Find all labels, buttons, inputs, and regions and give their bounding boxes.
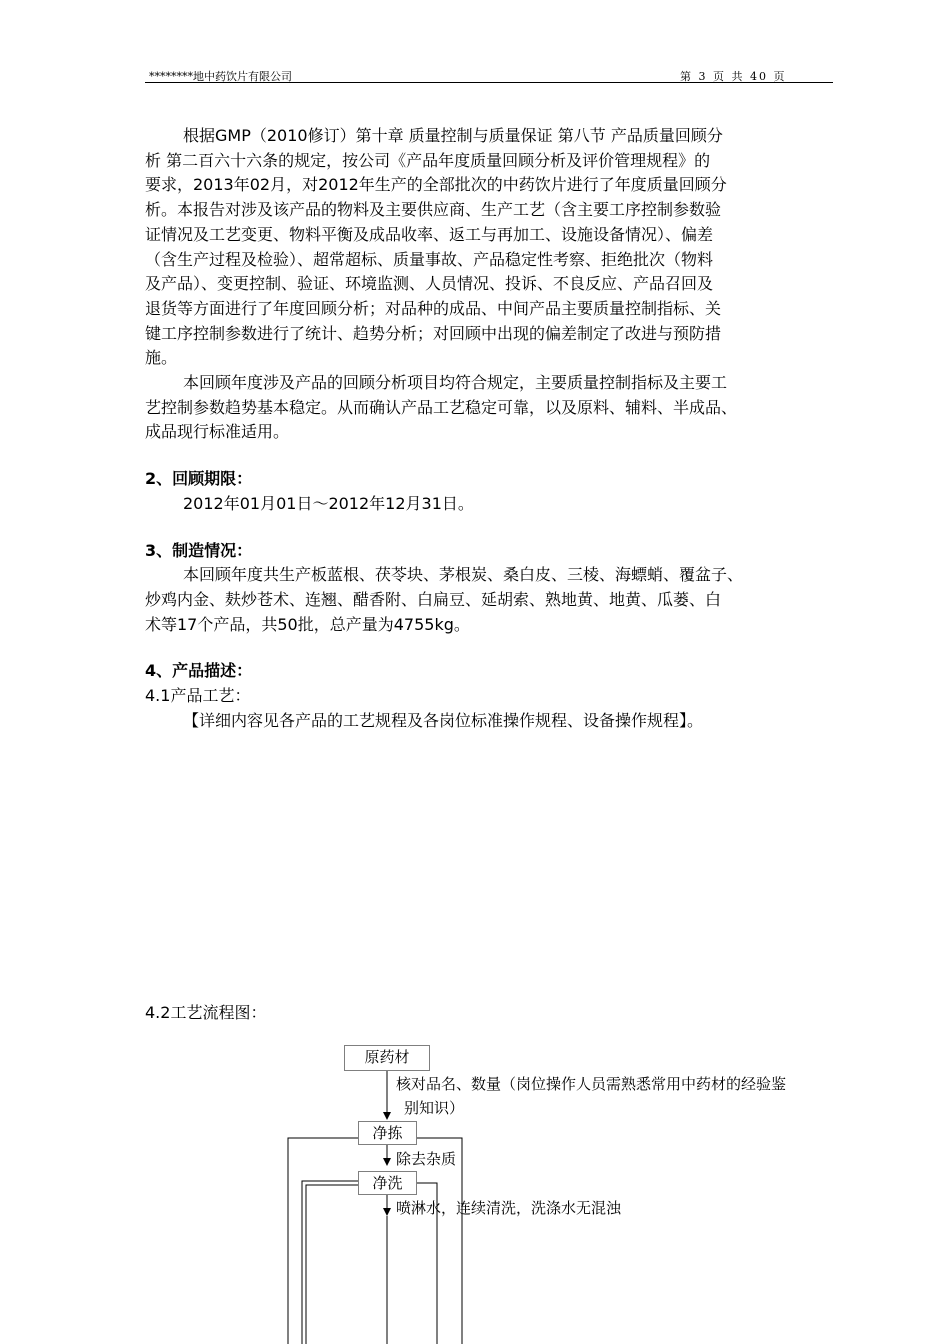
flow-note-verify-cont: 别知识） <box>404 1099 465 1117</box>
text-line: 析。本报告对涉及该产品的物料及主要供应商、生产工艺（含主要工序控制参数验 <box>145 200 722 220</box>
text-line: 证情况及工艺变更、物料平衡及成品收率、返工与再加工、设施设备情况）、偏差 <box>145 224 714 244</box>
text-line: 本回顾年度共生产板蓝根、茯苓块、茅根炭、桑白皮、三棱、海螵蛸、覆盆子、 <box>183 565 744 585</box>
text-line: （含生产过程及检验）、超常超标、质量事故、产品稳定性考察、拒绝批次（物料 <box>145 249 714 269</box>
flow-step-raw-material: 原药材 <box>344 1045 430 1071</box>
section-3-heading: 3、制造情况： <box>145 540 253 560</box>
section-2-heading: 2、回顾期限： <box>145 469 253 489</box>
subsection-4-2: 4.2工艺流程图： <box>145 1003 267 1022</box>
subsection-4-1-text: 【详细内容见各产品的工艺规程及各岗位标准操作规程、设备操作规程】。 <box>183 710 704 730</box>
text-line: 要求，2013年02月，对2012年生产的全部批次的中药饮片进行了年度质量回顾分 <box>145 175 727 195</box>
section-4-heading: 4、产品描述： <box>145 661 253 681</box>
company-name: ********地中药饮片有限公司 <box>149 70 292 83</box>
text-line: 施。 <box>145 348 178 368</box>
flow-step-washing: 净洗 <box>358 1171 417 1195</box>
text-line: 术等17个产品，共50批，总产量为4755kg。 <box>145 614 470 634</box>
text-line: 成品现行标准适用。 <box>145 422 290 442</box>
text-line: 退货等方面进行了年度回顾分析；对品种的成品、中间产品主要质量控制指标、关 <box>145 298 722 318</box>
text-line: 根据GMP（2010修订）第十章 质量控制与质量保证 第八节 产品质量回顾分 <box>183 126 723 145</box>
flow-note-spray-wash: 喷淋水，连续清洗，洗涤水无混浊 <box>396 1199 622 1217</box>
flow-note-verify: 核对品名、数量（岗位操作人员需熟悉常用中药材的经验鉴 <box>396 1075 787 1093</box>
text-line: 键工序控制参数进行了统计、趋势分析；对回顾中出现的偏差制定了改进与预防措 <box>145 323 722 343</box>
text-line: 艺控制参数趋势基本稳定。从而确认产品工艺稳定可靠，以及原料、辅料、半成品、 <box>145 397 738 417</box>
subsection-4-1: 4.1产品工艺： <box>145 686 251 706</box>
page-number: 第 3 页 共 40 页 <box>680 70 787 83</box>
text-line: 本回顾年度涉及产品的回顾分析项目均符合规定，主要质量控制指标及主要工 <box>183 373 728 393</box>
flow-step-sorting: 净拣 <box>358 1121 417 1145</box>
text-line: 及产品）、变更控制、验证、环境监测、人员情况、投诉、不良反应、产品召回及 <box>145 274 714 294</box>
text-line: 析 第二百六十六条的规定，按公司《产品年度质量回顾分析及评价管理规程》的 <box>145 150 711 170</box>
review-period: 2012年01月01日～2012年12月31日。 <box>183 493 474 513</box>
text-line: 炒鸡内金、麸炒苍术、连翘、醋香附、白扁豆、延胡索、熟地黄、地黄、瓜蒌、白 <box>145 589 722 609</box>
flow-note-remove-impurities: 除去杂质 <box>396 1150 457 1168</box>
